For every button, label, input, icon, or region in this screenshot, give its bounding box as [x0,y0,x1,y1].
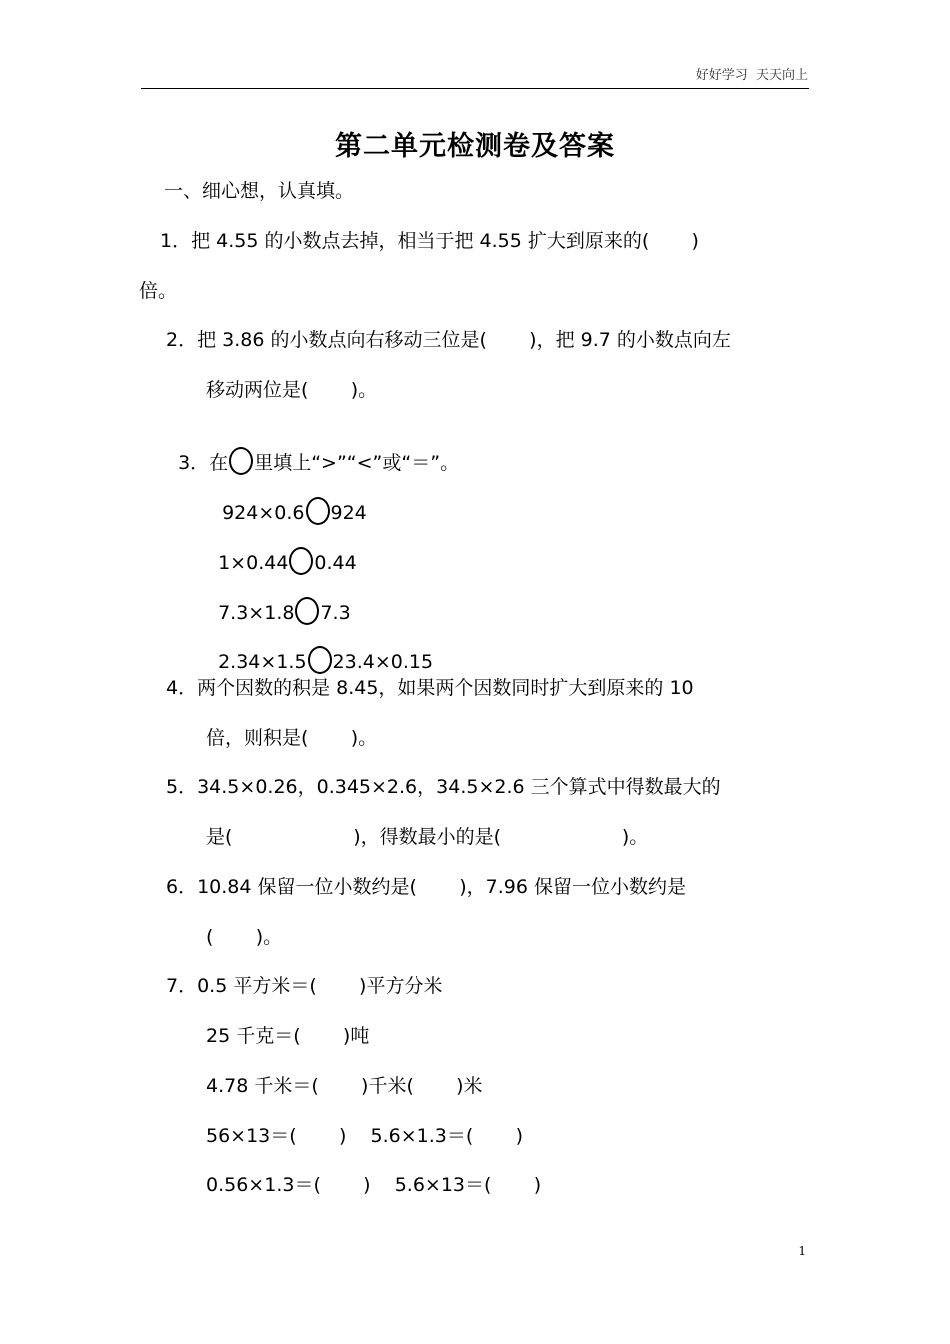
compare-right: 7.3 [320,602,351,624]
header-motto: 好好学习 天天向上 [695,68,808,83]
question-5-line-1: 5．34.5×0.26，0.345×2.6，34.5×2.6 三个算式中得数最大的 [166,776,721,798]
question-1-line-2: 倍。 [139,280,178,302]
circle-blank [308,646,332,674]
compare-right: 23.4×0.15 [332,651,434,673]
question-7-line-5: 0.56×1.3＝( ) 5.6×13＝( ) [206,1174,542,1196]
compare-right: 0.44 [314,552,357,574]
circle-blank [289,547,313,575]
question-5-line-2: 是( )，得数最小的是( )。 [206,826,649,848]
question-1-line-1: 1．把 4.55 的小数点去掉，相当于把 4.55 扩大到原来的( ) [160,230,699,252]
page-number: 1 [798,1244,806,1258]
compare-left: 1×0.44 [218,552,289,574]
question-2-line-2: 移动两位是( )。 [206,379,378,401]
compare-row [206,626,433,674]
question-7-line-4: 56×13＝( ) 5.6×1.3＝( ) [206,1125,523,1147]
compare-left: 924×0.6 [222,502,305,524]
compare-right: 924 [330,502,367,524]
question-4-line-1: 4．两个因数的积是 8.45，如果两个因数同时扩大到原来的 10 [166,677,694,699]
header-divider [141,88,809,89]
page-title: 第二单元检测卷及答案 [335,131,615,162]
circle-blank [306,497,330,525]
circle-blank [295,597,319,625]
compare-row [210,477,367,525]
question-6-line-1: 6．10.84 保留一位小数约是( )，7.96 保留一位小数约是 [166,876,686,898]
question-7-line-1: 7．0.5 平方米＝( )平方分米 [166,975,443,997]
question-4-line-2: 倍，则积是( )。 [206,727,378,749]
compare-row [206,577,351,625]
question-3-instruction [166,427,459,475]
compare-left: 7.3×1.8 [218,602,295,624]
question-3-prefix: 3．在 [178,452,229,474]
compare-left: 2.34×1.5 [218,651,307,673]
circle-blank [229,447,253,475]
question-7-line-2: 25 千克＝( )吨 [206,1025,370,1047]
question-2-line-1: 2．把 3.86 的小数点向右移动三位是( )，把 9.7 的小数点向左 [166,329,731,351]
section-heading: 一、细心想，认真填。 [164,180,355,202]
question-7-line-3: 4.78 千米＝( )千米( )米 [206,1075,483,1097]
question-3-suffix: 里填上“>”“<”或“＝”。 [254,452,460,474]
question-6-line-2: ( )。 [206,926,283,948]
compare-row [206,527,357,575]
